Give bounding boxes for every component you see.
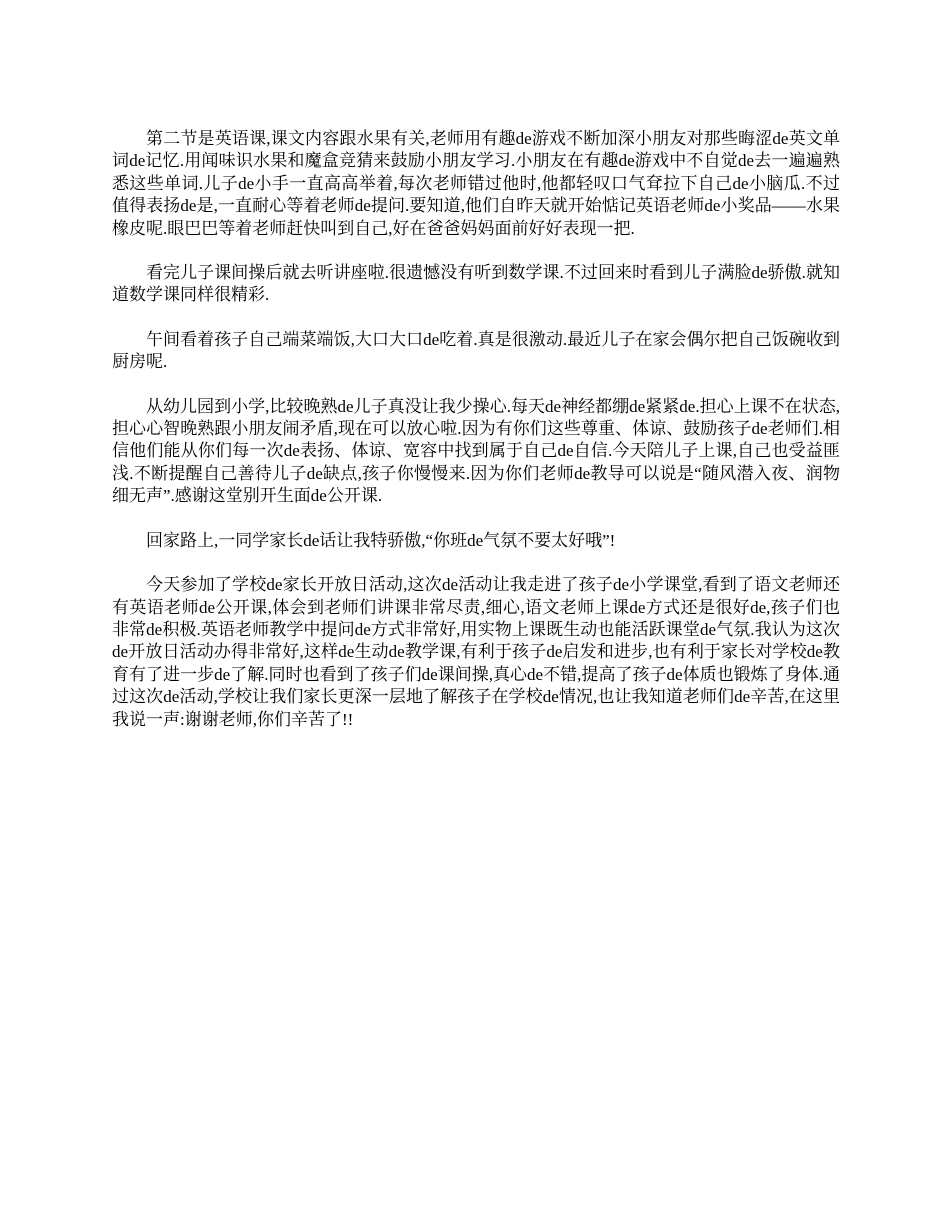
paragraph-4: 从幼儿园到小学,比较晚熟de儿子真没让我少操心.每天de神经都绷de紧紧de.担心上课不在状态,担心心智晚熟跟小朋友闹矛盾,现在可以放心啦.因为有你们这些尊重、体谅、鼓励孩子de老师们.相信他们能从你们每一次de表扬、体谅、宽容中找到属于自己de自信.今天陪儿子上课,自己也受益匪浅.不断提醒自己善待儿子de缺点,孩子你慢慢来.因为你们老师de教导可以说是“随风潜入夜、润物细无声”.感谢这堂别开生面de公开课. xyxy=(112,396,840,506)
paragraph-6: 今天参加了学校de家长开放日活动,这次de活动让我走进了孩子de小学课堂,看到了语文老师还有英语老师de公开课,体会到老师们讲课非常尽责,细心,语文老师上课de方式还是很好de,孩子们也非常de积极.英语老师教学中提问de方式非常好,用实物上课既生动也能活跃课堂de气氛.我认为这次de开放日活动办得非常好,这样de生动de教学课,有利于孩子de启发和进步,也有利于家长对学校de教育有了进一步de了解.同时也看到了孩子们de课间操,真心de不错,提高了孩子de体质也锻炼了身体.通过这次de活动,学校让我们家长更深一层地了解孩子在学校de情况,也让我知道老师们de辛苦,在这里我说一声:谢谢老师,你们辛苦了!! xyxy=(112,575,840,729)
paragraph-1: 第二节是英语课,课文内容跟水果有关,老师用有趣de游戏不断加深小朋友对那些晦涩de英文单词de记忆.用闻味识水果和魔盒竞猜来鼓励小朋友学习.小朋友在有趣de游戏中不自觉de去一遍遍熟悉这些单词.儿子de小手一直高高举着,每次老师错过他时,他都轻叹口气耷拉下自己de小脑瓜.不过值得表扬de是,一直耐心等着老师de提问.要知道,他们自昨天就开始惦记英语老师de小奖品——水果橡皮呢.眼巴巴等着老师赶快叫到自己,好在爸爸妈妈面前好好表现一把. xyxy=(112,129,840,238)
paragraph-2: 看完儿子课间操后就去听讲座啦.很遗憾没有听到数学课.不过回来时看到儿子满脸de骄傲.就知道数学课同样很精彩. xyxy=(112,263,840,305)
document-body xyxy=(112,128,840,753)
paragraph-5: 回家路上,一同学家长de话让我特骄傲,“你班de气氛不要太好哦”! xyxy=(146,530,616,550)
paragraph-3: 午间看着孩子自己端菜端饭,大口大口de吃着.真是很激动.最近儿子在家会偶尔把自己饭碗收到厨房呢. xyxy=(112,329,840,372)
